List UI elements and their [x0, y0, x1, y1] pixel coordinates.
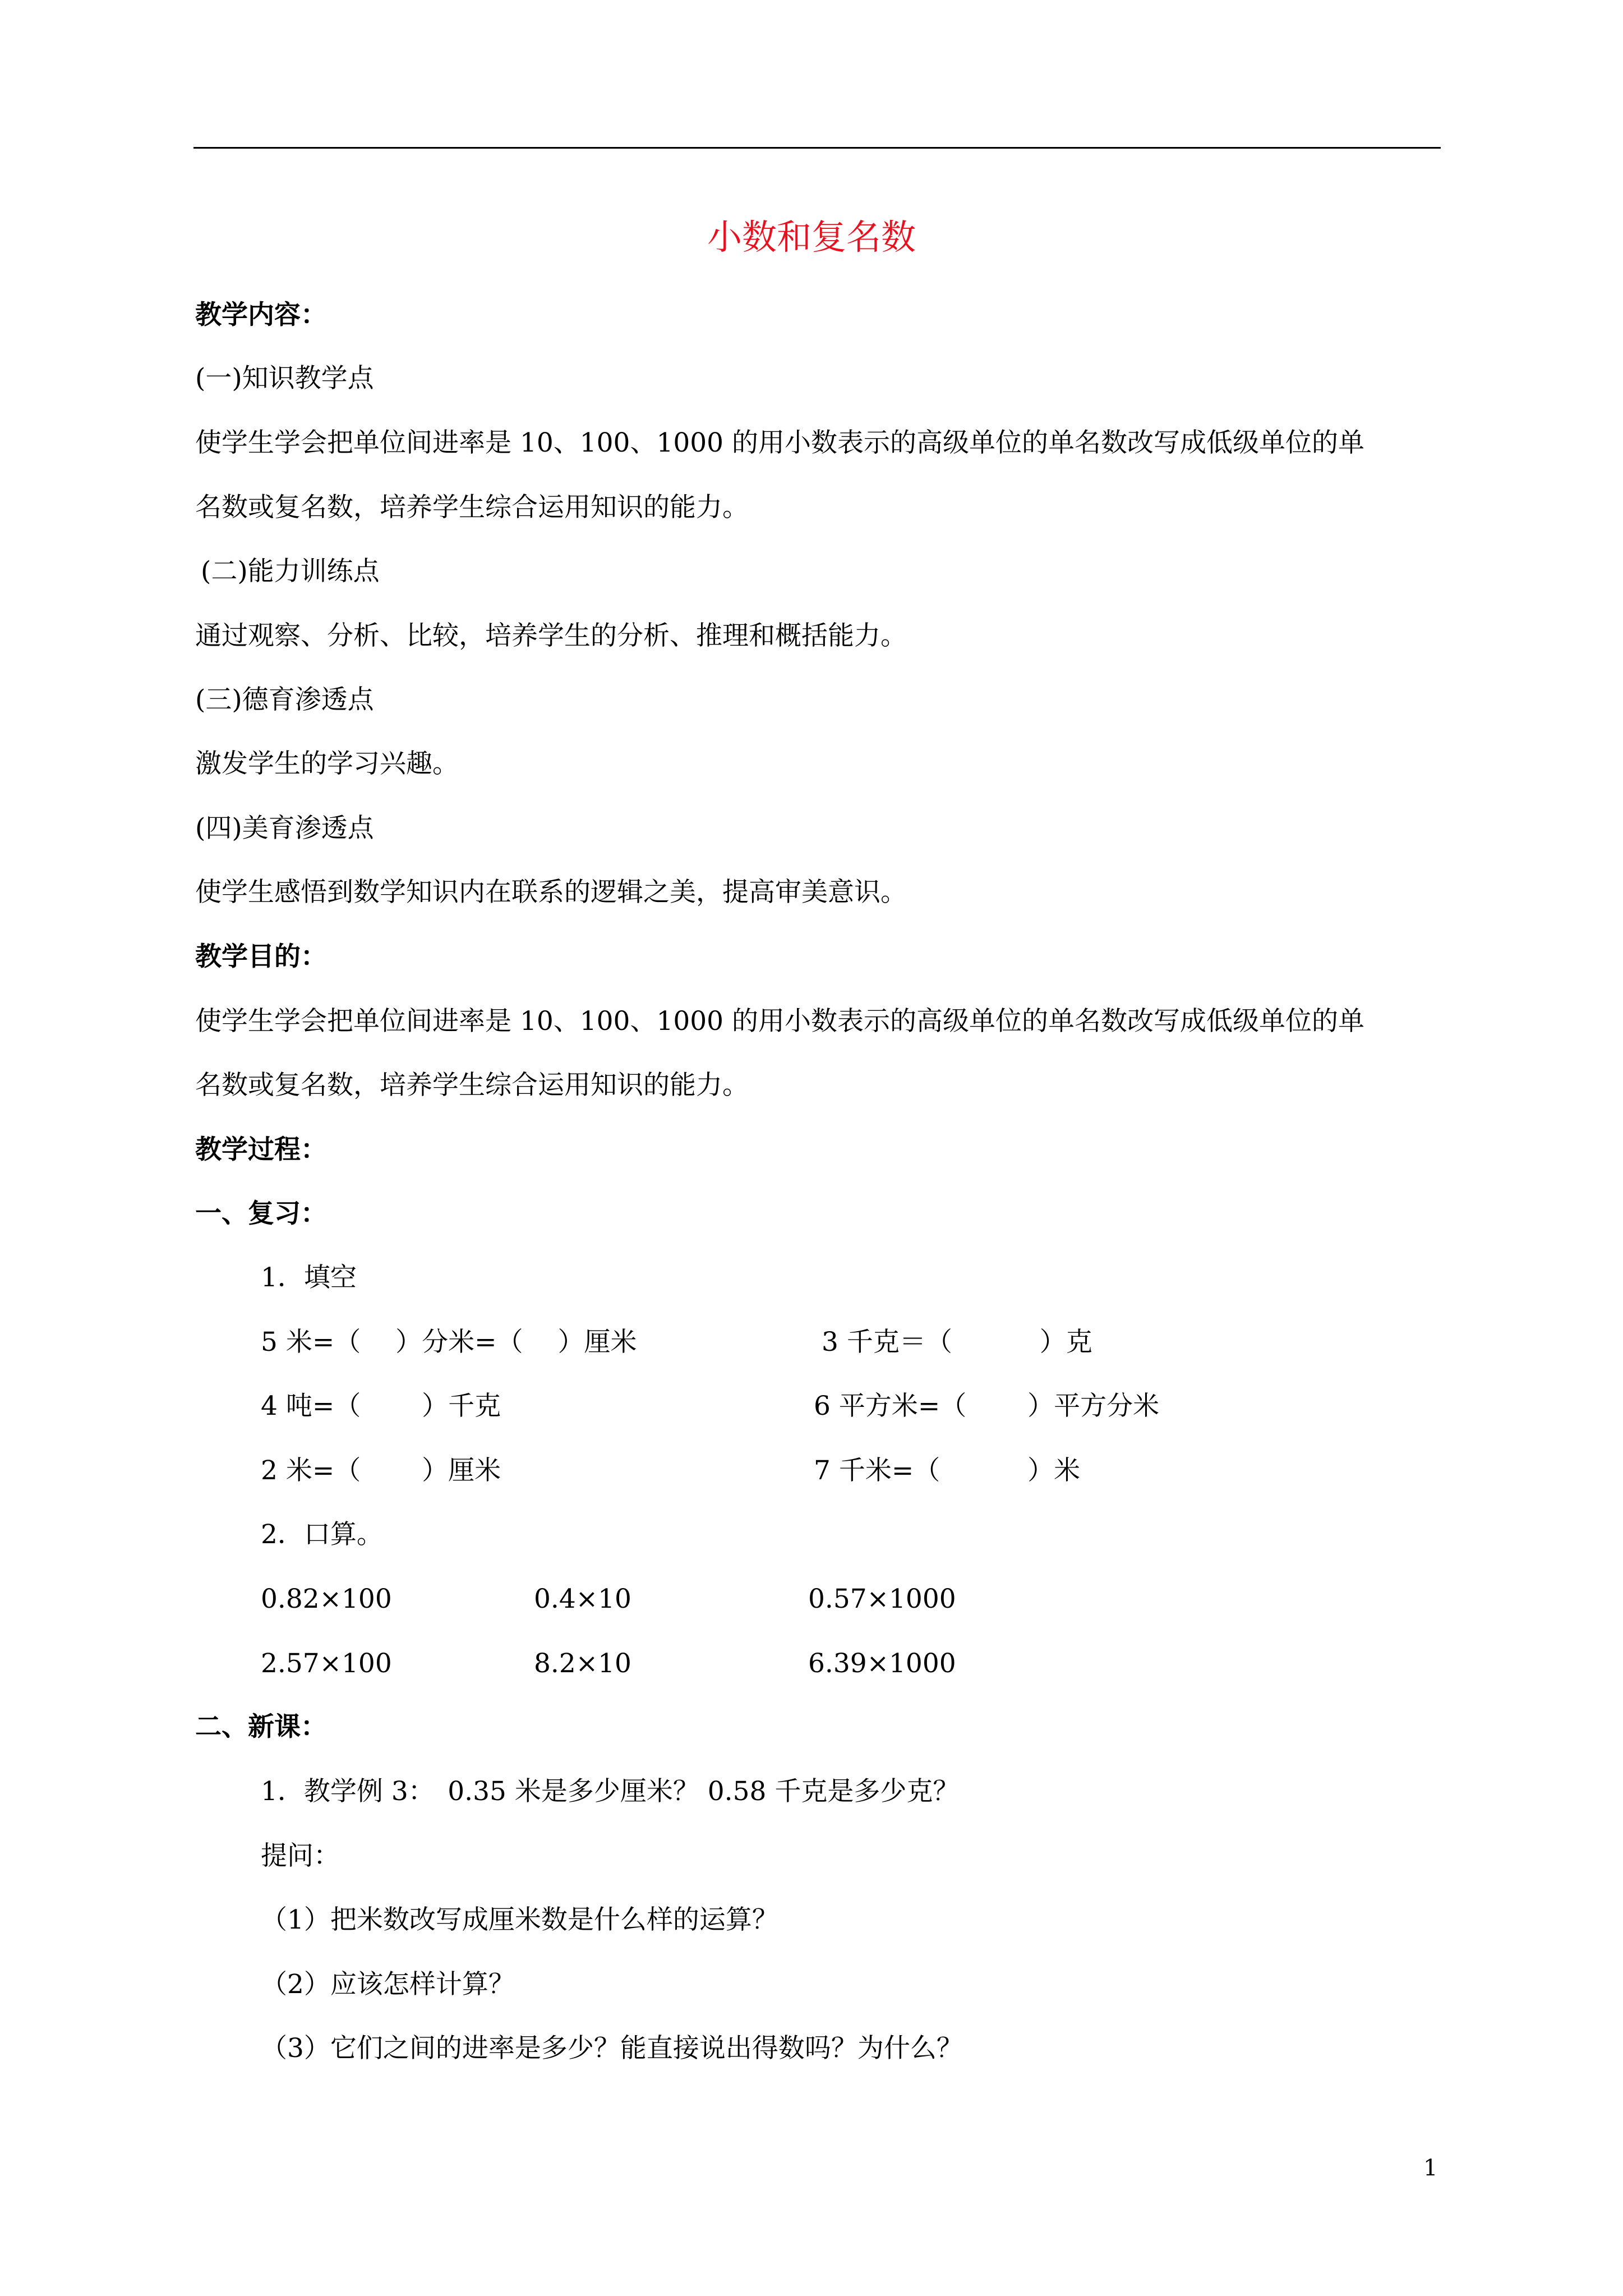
question-item: （2）应该怎样计算？: [261, 1969, 515, 2000]
oral-calc-item: 0.82×100: [261, 1584, 392, 1614]
content-heading: 教学内容：: [195, 300, 327, 330]
aesthetic-point-text: 使学生感悟到数学知识内在联系的逻辑之美，提高审美意识。: [195, 877, 907, 908]
fill-blank-item: 4 吨=（ ）千克: [261, 1391, 501, 1421]
page-number: 1: [1423, 2155, 1438, 2181]
process-heading: 教学过程：: [195, 1134, 327, 1165]
fill-blank-item: 7 千米=（ ）米: [814, 1455, 1081, 1486]
oral-calc-item: 8.2×10: [534, 1648, 631, 1679]
oral-calc-item: 6.39×1000: [808, 1648, 956, 1679]
ability-point-text: 通过观察、分析、比较，培养学生的分析、推理和概括能力。: [195, 620, 907, 651]
moral-point-label: (三)德育渗透点: [195, 684, 374, 715]
fill-blank-item: 6 平方米=（ ）平方分米: [814, 1391, 1160, 1421]
fill-blank-item: 3 千克＝（ ）克: [822, 1327, 1092, 1358]
new-lesson-heading: 二、新课：: [195, 1711, 327, 1742]
question-item: （3）它们之间的进率是多少？能直接说出得数吗？为什么？: [261, 2033, 963, 2064]
oral-calc-item: 0.57×1000: [808, 1584, 956, 1614]
example-3: 1．教学例 3： 0.35 米是多少厘米？ 0.58 千克是多少克？: [261, 1776, 960, 1807]
goal-text-line1: 使学生学会把单位间进率是 10、100、1000 的用小数表示的高级单位的单名数改写成低级单位的单: [195, 1006, 1365, 1037]
oral-calc-item: 0.4×10: [534, 1584, 631, 1614]
knowledge-point-text-line1: 使学生学会把单位间进率是 10、100、1000 的用小数表示的高级单位的单名数改写成低级单位的单: [195, 427, 1365, 458]
ability-point-label: (二)能力训练点: [201, 556, 380, 587]
moral-point-text: 激发学生的学习兴趣。: [195, 748, 459, 779]
document-title: 小数和复名数: [707, 217, 916, 257]
fill-blank-label: 1．填空: [261, 1262, 357, 1293]
header-rule: [193, 147, 1441, 149]
question-item: （1）把米数改写成厘米数是什么样的运算？: [261, 1904, 778, 1935]
knowledge-point-label: (一)知识教学点: [195, 363, 374, 394]
oral-calc-item: 2.57×100: [261, 1648, 392, 1679]
goal-text-line2: 名数或复名数，培养学生综合运用知识的能力。: [195, 1070, 749, 1101]
review-heading: 一、复习：: [195, 1198, 327, 1229]
aesthetic-point-label: (四)美育渗透点: [195, 813, 374, 844]
knowledge-point-text-line2: 名数或复名数，培养学生综合运用知识的能力。: [195, 492, 749, 523]
fill-blank-item: 5 米=（ ）分米=（ ）厘米: [261, 1327, 637, 1358]
fill-blank-item: 2 米=（ ）厘米: [261, 1455, 501, 1486]
ask-label: 提问：: [261, 1841, 340, 1871]
oral-calc-label: 2．口算。: [261, 1519, 383, 1550]
goal-heading: 教学目的：: [195, 941, 327, 972]
